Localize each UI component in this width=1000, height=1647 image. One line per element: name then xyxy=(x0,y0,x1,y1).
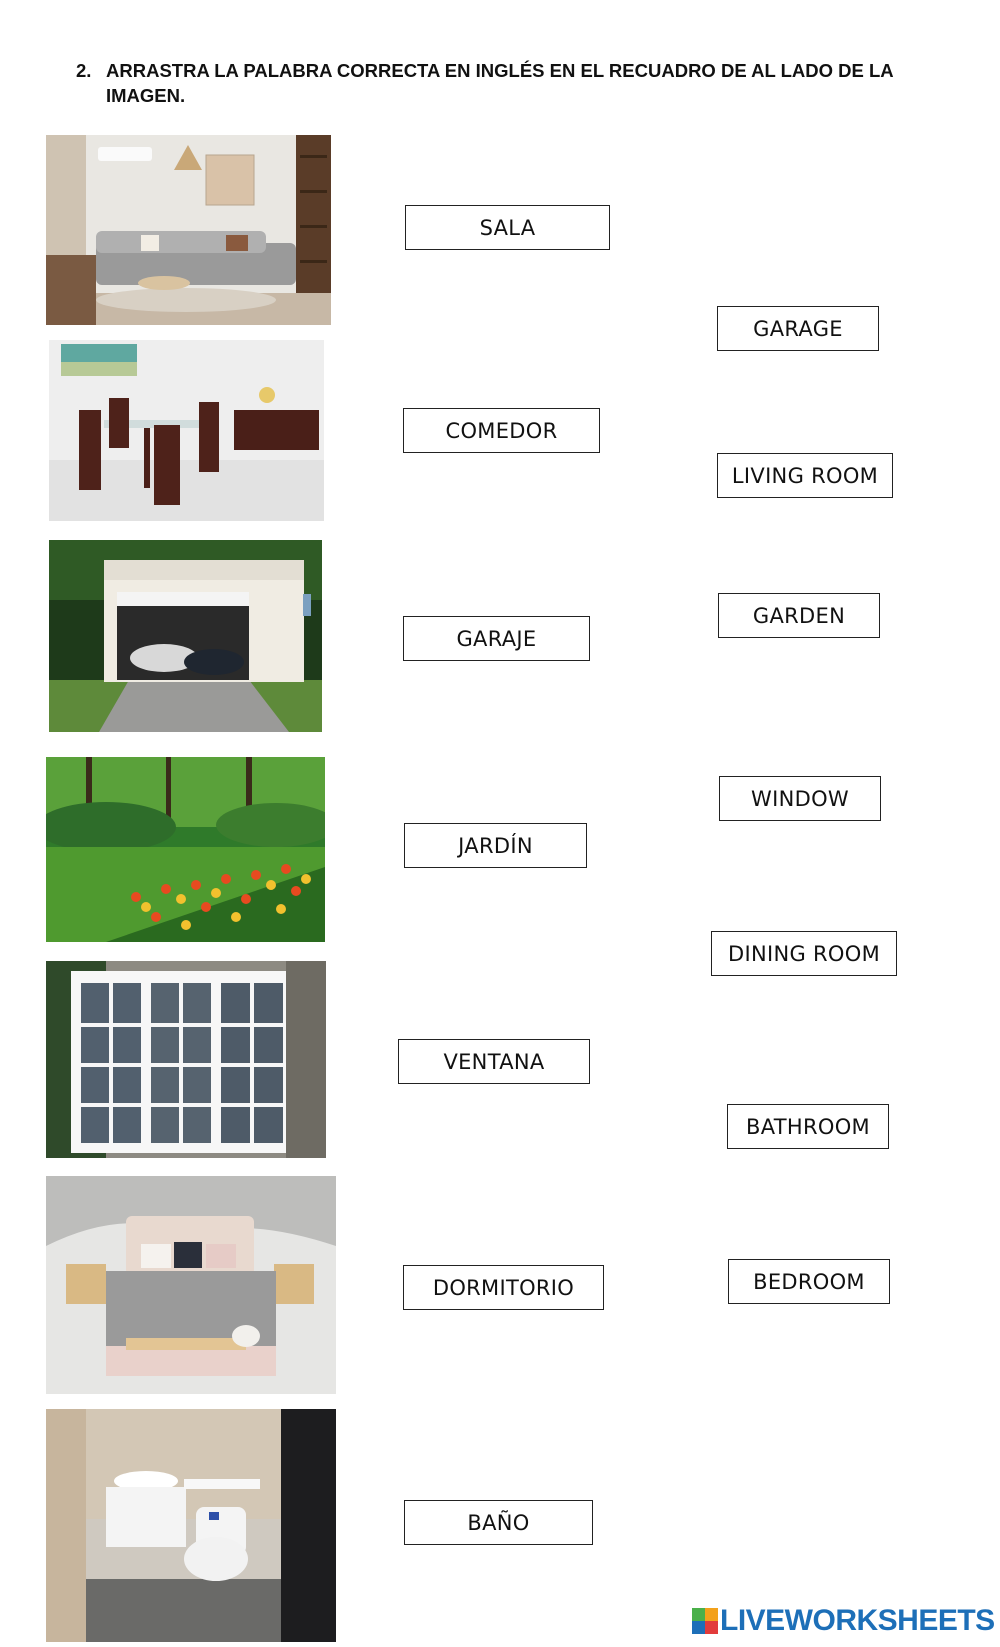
window-photo xyxy=(46,961,326,1158)
spanish-word-box: GARAJE xyxy=(403,616,590,661)
instruction-text: ARRASTRA LA PALABRA CORRECTA EN INGLÉS EN EL RECUADRO DE AL LADO DE LA IMAGEN. xyxy=(106,60,893,106)
draggable-word-bathroom[interactable]: BATHROOM xyxy=(727,1104,889,1149)
bedroom-photo xyxy=(46,1176,336,1394)
liveworksheets-logo[interactable] xyxy=(692,1604,995,1638)
garden-photo xyxy=(46,757,325,942)
liveworksheets-logo-icon xyxy=(692,1608,718,1634)
draggable-word-bedroom[interactable]: BEDROOM xyxy=(728,1259,890,1304)
spanish-word-box: JARDÍN xyxy=(404,823,587,868)
liveworksheets-wordmark: LIVEWORKSHEETS xyxy=(720,1604,995,1637)
draggable-word-dining-room[interactable]: DINING ROOM xyxy=(711,931,897,976)
spanish-word-box: SALA xyxy=(405,205,610,250)
spanish-word-box: VENTANA xyxy=(398,1039,590,1084)
draggable-word-window[interactable]: WINDOW xyxy=(719,776,881,821)
spanish-word-box: BAÑO xyxy=(404,1500,593,1545)
draggable-word-garage[interactable]: GARAGE xyxy=(717,306,879,351)
dining-room-photo xyxy=(49,340,324,521)
bathroom-photo xyxy=(46,1409,336,1642)
spanish-word-box: COMEDOR xyxy=(403,408,600,453)
draggable-word-living-room[interactable]: LIVING ROOM xyxy=(717,453,893,498)
question-number: 2. xyxy=(76,60,92,81)
instructions xyxy=(76,58,976,108)
living-room-photo xyxy=(46,135,331,325)
garage-photo xyxy=(49,540,322,732)
spanish-word-box: DORMITORIO xyxy=(403,1265,604,1310)
draggable-word-garden[interactable]: GARDEN xyxy=(718,593,880,638)
